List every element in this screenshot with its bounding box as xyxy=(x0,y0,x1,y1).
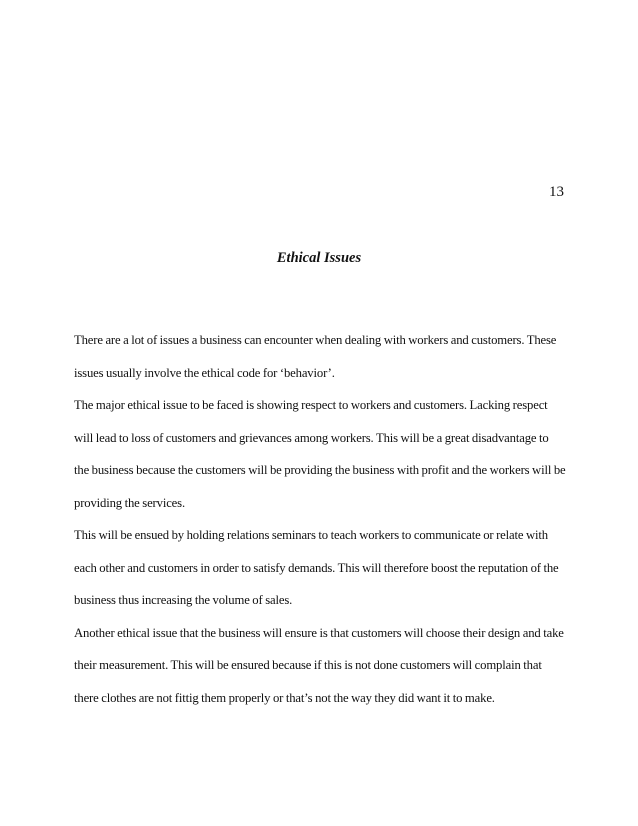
paragraph-design-measurement: Another ethical issue that the business will ensure is that customers will choose their design and take their measurement. This will be ensured because if this is not done customers will complain that there clothes are not fittig them properly or that’s not the way they did want it to make. xyxy=(74,625,564,705)
section-title: Ethical Issues xyxy=(276,250,362,266)
paragraph-seminars: This will be ensued by holding relations seminars to teach workers to communicate or relate with each other and customers in order to satisfy demands. This will therefore boost the reputation of the business thus increasing the volume of sales. xyxy=(74,528,559,607)
body-text xyxy=(74,324,566,714)
paragraph-respect-issue: The major ethical issue to be faced is showing respect to workers and customers. Lacking respect will lead to loss of customers and grievances among workers. This will be a great disadvantage to the business because the customers will be providing the business with profit and the workers will be providing the services. xyxy=(74,398,566,510)
paragraph-intro: There are a lot of issues a business can encounter when dealing with workers and customers. These issues usually involve the ethical code for ‘behavior’. xyxy=(74,333,557,380)
page-number: 13 xyxy=(549,184,564,200)
